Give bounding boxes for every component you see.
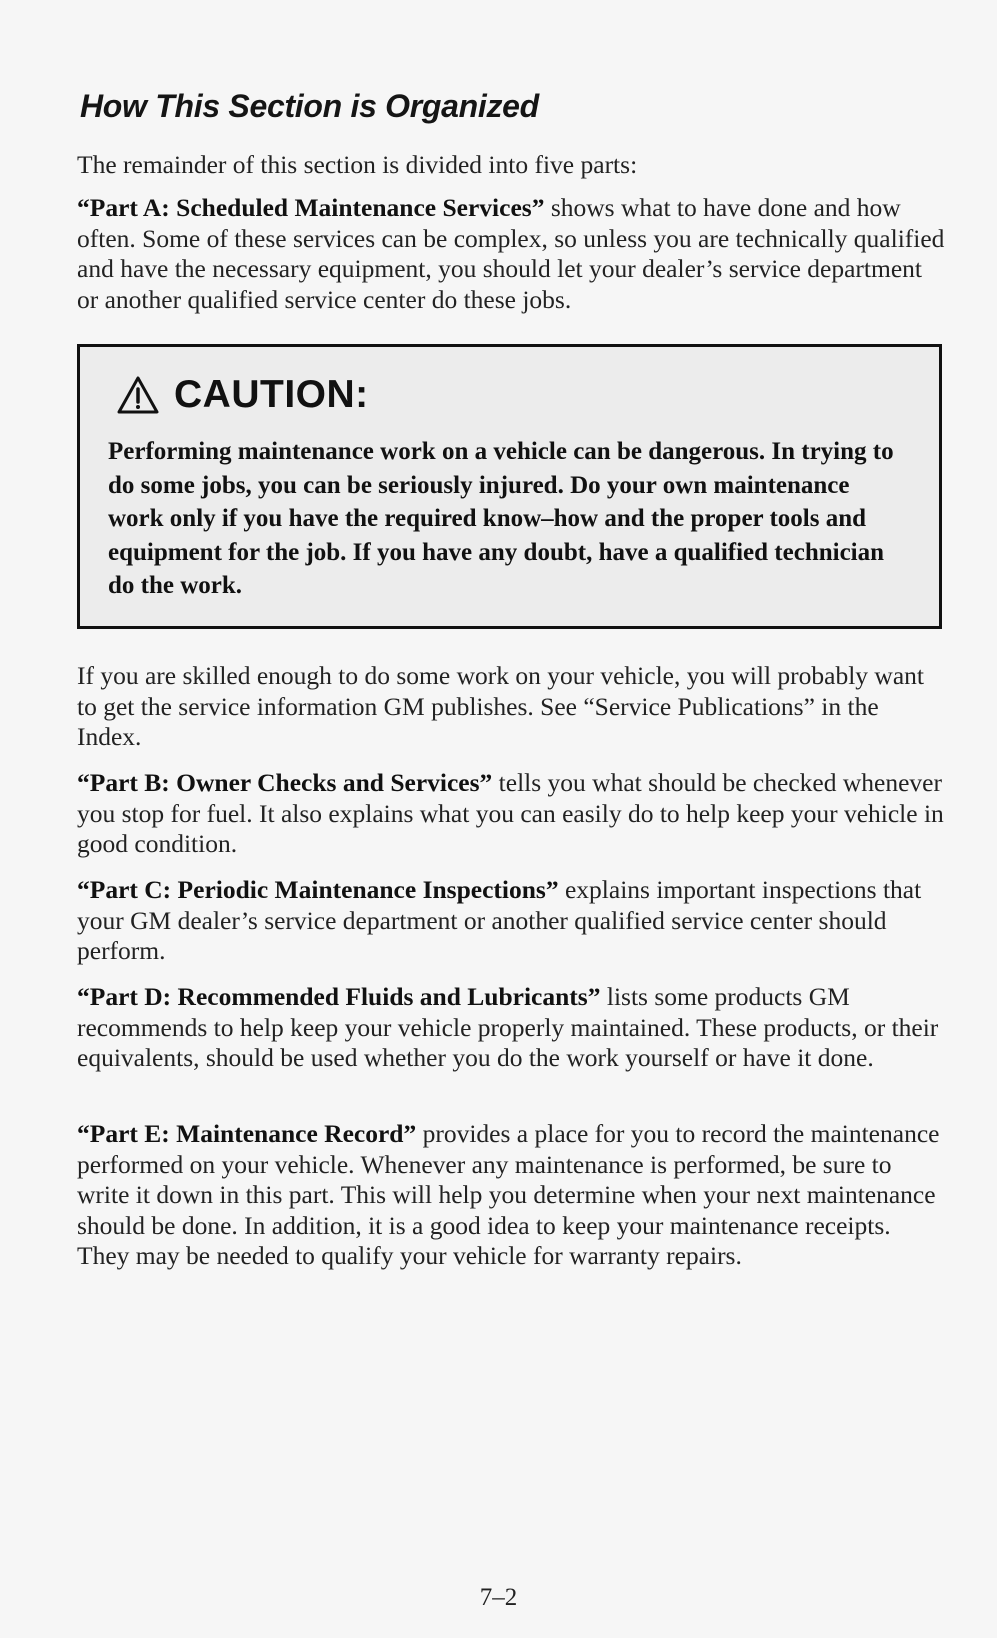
part-d-title: “Part D: Recommended Fluids and Lubricants” [77, 982, 601, 1011]
part-d-paragraph [77, 982, 947, 1074]
caution-text: Performing maintenance work on a vehicle can be dangerous. In trying to do some jobs, you can be seriously injured. Do your own maintenance work only if you have the required know–how and the proper tools and equipment for the job. If you have any doubt, have a qualified technician do the work. [108, 438, 894, 599]
part-a-paragraph [77, 193, 947, 315]
caution-title: CAUTION: [174, 373, 369, 416]
caution-box [77, 344, 942, 629]
part-d-text: lists some products GM recommends to help keep your vehicle properly maintained. These products, or their equivalents, should be used whether you do the work yourself or have it done. [77, 982, 939, 1072]
warning-triangle-icon [116, 375, 160, 415]
page-number: 7–2 [479, 1584, 518, 1611]
part-a-title: “Part A: Scheduled Maintenance Services” [77, 193, 545, 222]
skilled-paragraph: If you are skilled enough to do some work on your vehicle, you will probably want to get the service information GM publishes. See “Service Publications” in the Index. [77, 661, 924, 751]
section-heading: How This Section is Organized [80, 88, 539, 124]
part-c-text: explains important inspections that your GM dealer’s service department or another qualified service center should perform. [77, 875, 922, 965]
part-c-paragraph [77, 875, 947, 967]
part-c-title: “Part C: Periodic Maintenance Inspections” [77, 875, 559, 904]
part-b-title: “Part B: Owner Checks and Services” [77, 768, 493, 797]
part-b-text: tells you what should be checked whenever you stop for fuel. It also explains what you can easily do to help keep your vehicle in good condition. [77, 768, 944, 858]
part-e-paragraph [77, 1119, 947, 1272]
part-a-text: shows what to have done and how often. Some of these services can be complex, so unless you are technically qualified and have the necessary equipment, you should let your dealer’s service department or another qualified service center do these jobs. [77, 193, 945, 314]
part-e-text: provides a place for you to record the maintenance performed on your vehicle. Whenever any maintenance is performed, be sure to write it down in this part. This will help you determine when your next maintenance should be done. In addition, it is a good idea to keep your maintenance receipts. They may be needed to qualify your vehicle for warranty repairs. [77, 1119, 940, 1270]
part-b-paragraph [77, 768, 947, 860]
caution-header [116, 373, 369, 417]
part-e-title: “Part E: Maintenance Record” [77, 1119, 417, 1148]
intro-paragraph: The remainder of this section is divided into five parts: [77, 150, 638, 179]
